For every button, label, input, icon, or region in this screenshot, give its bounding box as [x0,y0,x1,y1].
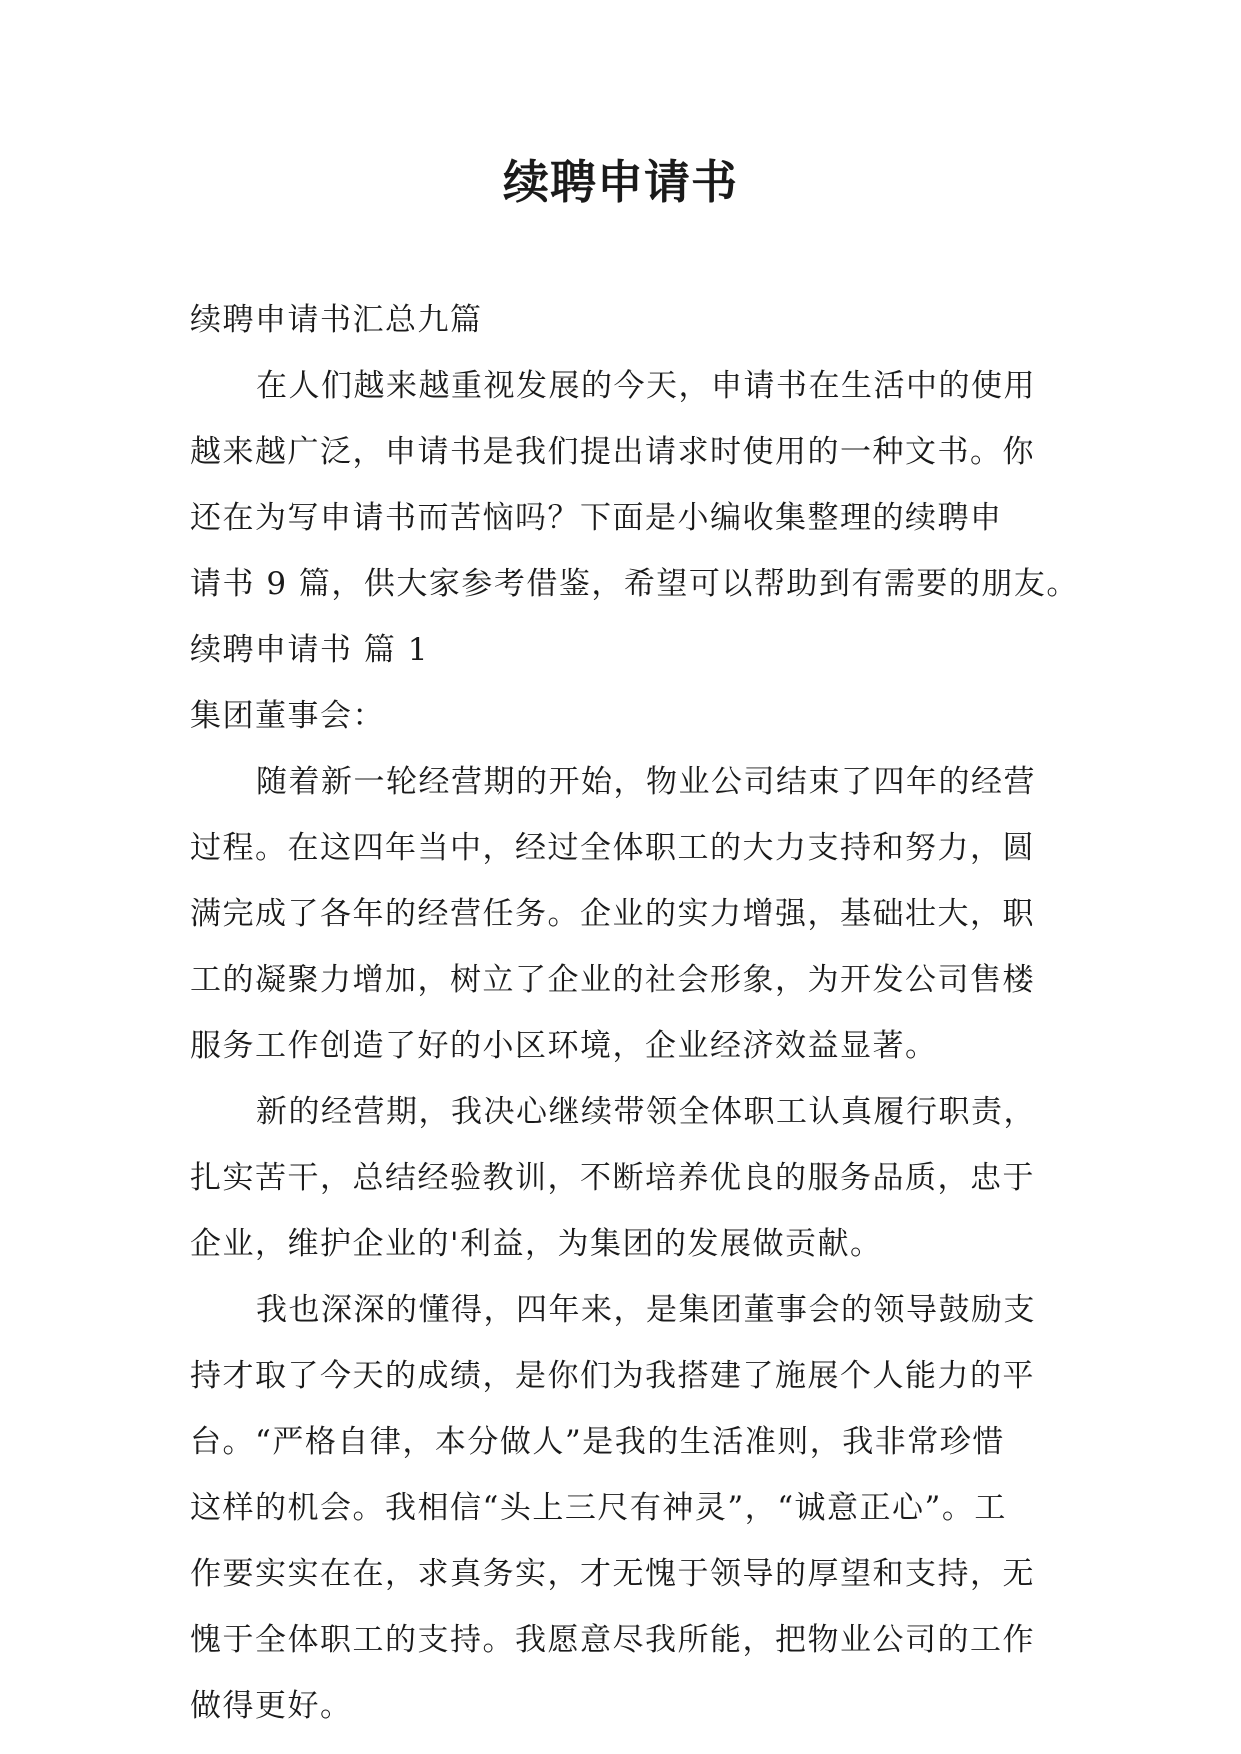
text-line: 作要实实在在，求真务实，才无愧于领导的厚望和支持，无 [190,1556,1035,1592]
text-line: 愧于全体职工的支持。我愿意尽我所能，把物业公司的工作 [190,1622,1035,1658]
text-line: 服务工作创造了好的小区环境，企业经济效益显著。 [190,1028,938,1064]
document-title: 续聘申请书 [503,155,738,209]
text-line: 越来越广泛，申请书是我们提出请求时使用的一种文书。你 [190,434,1035,470]
text-line: 台。“严格自律，本分做人”是我的生活准则，我非常珍惜 [190,1424,1005,1460]
text-line: 在人们越来越重视发展的今天，申请书在生活中的使用 [256,368,1036,404]
text-line: 工的凝聚力增加，树立了企业的社会形象，为开发公司售楼 [190,962,1035,998]
text-line: 这样的机会。我相信“头上三尺有神灵”，“诚意正心”。工 [190,1490,1007,1526]
text-line: 企业，维护企业的'利益，为集团的发展做贡献。 [190,1226,883,1262]
text-line: 请书 9 篇，供大家参考借鉴，希望可以帮助到有需要的朋友。 [190,566,1079,602]
text-line: 持才取了今天的成绩，是你们为我搭建了施展个人能力的平 [190,1358,1035,1394]
document-body [190,287,1079,1739]
text-line: 集团董事会： [190,698,385,734]
text-line: 续聘申请书汇总九篇 [190,302,483,338]
text-line: 做得更好。 [190,1688,353,1724]
text-line: 续聘申请书 篇 1 [190,632,429,668]
text-line: 满完成了各年的经营任务。企业的实力增强，基础壮大，职 [190,896,1035,932]
text-line: 还在为写申请书而苦恼吗？下面是小编收集整理的续聘申 [190,500,1003,536]
text-line: 新的经营期，我决心继续带领全体职工认真履行职责， [256,1094,1036,1130]
text-line: 我也深深的懂得，四年来，是集团董事会的领导鼓励支 [256,1292,1036,1328]
text-line: 随着新一轮经营期的开始，物业公司结束了四年的经营 [256,764,1036,800]
text-line: 扎实苦干，总结经验教训，不断培养优良的服务品质，忠于 [190,1160,1035,1196]
text-line: 过程。在这四年当中，经过全体职工的大力支持和努力，圆 [190,830,1035,866]
